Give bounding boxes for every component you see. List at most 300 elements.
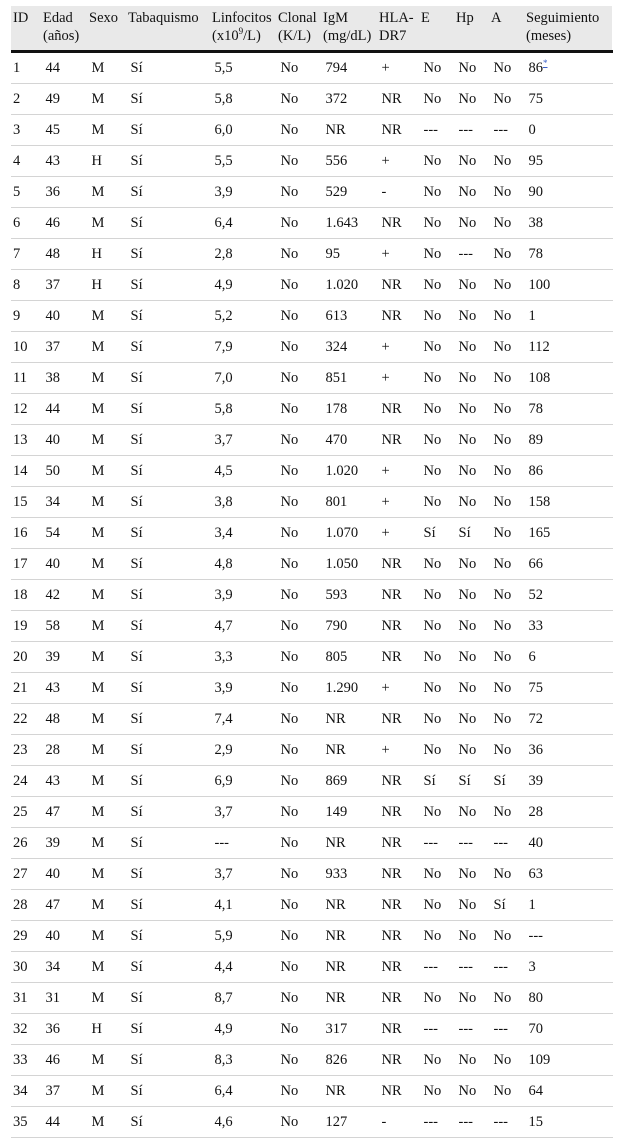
cell-a — [489, 146, 524, 177]
cell-linfocitos — [210, 239, 276, 270]
cell-hla — [377, 52, 419, 84]
cell-sexo — [87, 859, 126, 890]
cell-a-value: No — [493, 617, 512, 634]
cell-clonal-value: No — [280, 524, 299, 541]
cell-linfocitos-value: 3,7 — [214, 431, 233, 448]
cell-tabaquismo — [126, 363, 210, 394]
cell-sexo-value: M — [91, 400, 105, 417]
cell-hla-value: + — [381, 493, 390, 510]
cell-id-value: 3 — [13, 121, 21, 138]
cell-linfocitos — [210, 859, 276, 890]
cell-a — [489, 580, 524, 611]
cell-tabaquismo-value: Sí — [130, 245, 143, 262]
cell-tabaquismo — [126, 456, 210, 487]
cell-tabaquismo — [126, 332, 210, 363]
cell-sexo — [87, 673, 126, 704]
cell-a-value: No — [493, 679, 512, 696]
table-row — [11, 735, 612, 766]
cell-e-value: No — [423, 431, 442, 448]
cell-sexo — [87, 239, 126, 270]
cell-a — [489, 301, 524, 332]
table-row — [11, 921, 612, 952]
cell-seguimiento — [524, 952, 612, 983]
cell-hp-value: No — [458, 989, 477, 1006]
cell-sexo — [87, 456, 126, 487]
cell-linfocitos-value: 4,9 — [214, 276, 233, 293]
cell-seguimiento — [524, 456, 612, 487]
table-row — [11, 425, 612, 456]
cell-hla — [377, 363, 419, 394]
cell-igm-value: NR — [325, 710, 346, 727]
cell-sexo — [87, 735, 126, 766]
cell-hla-value: + — [381, 524, 390, 541]
cell-linfocitos-value: 4,4 — [214, 958, 233, 975]
header-sexo-label: Sexo — [89, 10, 118, 26]
cell-seguimiento-value: 0 — [528, 121, 536, 138]
cell-e-value: --- — [423, 834, 438, 851]
cell-hp-value: --- — [458, 1113, 473, 1130]
cell-e — [419, 921, 454, 952]
cell-sexo — [87, 208, 126, 239]
cell-igm — [321, 518, 377, 549]
cell-sexo-value: H — [91, 1020, 102, 1037]
cell-a — [489, 518, 524, 549]
cell-tabaquismo — [126, 890, 210, 921]
cell-e — [419, 611, 454, 642]
cell-a-value: --- — [493, 958, 508, 975]
cell-e-value: No — [423, 369, 442, 386]
header-id-label: ID — [13, 10, 29, 26]
cell-igm — [321, 84, 377, 115]
cell-tabaquismo-value: Sí — [130, 431, 143, 448]
cell-edad — [41, 735, 87, 766]
cell-tabaquismo — [126, 735, 210, 766]
cell-hla — [377, 642, 419, 673]
cell-clonal-value: No — [280, 989, 299, 1006]
cell-tabaquismo — [126, 580, 210, 611]
cell-e — [419, 735, 454, 766]
cell-sexo-value: M — [91, 59, 105, 76]
cell-seguimiento-value: 72 — [528, 710, 543, 727]
cell-id — [11, 487, 41, 518]
cell-e — [419, 146, 454, 177]
cell-hp-value: No — [458, 369, 477, 386]
cell-e-value: No — [423, 493, 442, 510]
header-row — [11, 6, 612, 52]
cell-tabaquismo — [126, 425, 210, 456]
cell-sexo-value: M — [91, 369, 105, 386]
cell-hla-value: + — [381, 679, 390, 696]
cell-id — [11, 611, 41, 642]
header-seguimiento-label: Seguimiento — [526, 10, 600, 26]
header-hp-label: Hp — [456, 10, 474, 26]
cell-clonal-value: No — [280, 865, 299, 882]
cell-hp-value: No — [458, 617, 477, 634]
cell-igm — [321, 704, 377, 735]
cell-seguimiento-value: 1 — [528, 896, 536, 913]
cell-id — [11, 177, 41, 208]
cell-igm — [321, 52, 377, 84]
cell-seguimiento-value: 75 — [528, 679, 543, 696]
cell-id — [11, 518, 41, 549]
cell-igm — [321, 270, 377, 301]
cell-linfocitos — [210, 363, 276, 394]
cell-edad-value: 40 — [45, 431, 60, 448]
cell-clonal — [276, 208, 321, 239]
cell-edad-value: 44 — [45, 400, 60, 417]
cell-id-value: 20 — [13, 648, 28, 665]
cell-tabaquismo-value: Sí — [130, 276, 143, 293]
cell-hla-value: NR — [381, 1051, 402, 1068]
header-sexo — [87, 6, 126, 52]
cell-a-value: No — [493, 555, 512, 572]
cell-igm-value: 529 — [325, 183, 348, 200]
cell-hla-value: NR — [381, 803, 402, 820]
cell-a-value: --- — [493, 121, 508, 138]
cell-seguimiento-value: 63 — [528, 865, 543, 882]
cell-sexo — [87, 425, 126, 456]
cell-edad — [41, 239, 87, 270]
cell-id — [11, 1107, 41, 1138]
cell-clonal — [276, 425, 321, 456]
cell-clonal-value: No — [280, 617, 299, 634]
cell-igm — [321, 952, 377, 983]
cell-hp — [454, 1076, 489, 1107]
cell-igm-value: NR — [325, 989, 346, 1006]
cell-hla — [377, 983, 419, 1014]
cell-hp-value: No — [458, 927, 477, 944]
cell-edad — [41, 859, 87, 890]
cell-igm-value: 613 — [325, 307, 348, 324]
cell-hla — [377, 1076, 419, 1107]
cell-hla-value: NR — [381, 710, 402, 727]
cell-igm — [321, 146, 377, 177]
cell-edad-value: 40 — [45, 307, 60, 324]
cell-edad — [41, 642, 87, 673]
cell-a — [489, 52, 524, 84]
cell-hp — [454, 890, 489, 921]
cell-igm — [321, 1076, 377, 1107]
cell-clonal-value: No — [280, 369, 299, 386]
cell-edad — [41, 1107, 87, 1138]
cell-e-value: No — [423, 679, 442, 696]
cell-e-value: No — [423, 865, 442, 882]
cell-seguimiento — [524, 332, 612, 363]
cell-seguimiento — [524, 735, 612, 766]
cell-clonal-value: No — [280, 896, 299, 913]
cell-igm-value: NR — [325, 121, 346, 138]
cell-hla-value: NR — [381, 90, 402, 107]
cell-id-value: 13 — [13, 431, 28, 448]
cell-sexo — [87, 84, 126, 115]
cell-tabaquismo — [126, 301, 210, 332]
cell-seguimiento-value: 109 — [528, 1051, 551, 1068]
cell-hla-value: NR — [381, 400, 402, 417]
cell-igm-value: 127 — [325, 1113, 348, 1130]
header-edad-unit: (años) — [43, 28, 80, 44]
cell-e-value: No — [423, 245, 442, 262]
cell-tabaquismo — [126, 518, 210, 549]
cell-hp — [454, 1014, 489, 1045]
cell-id-value: 6 — [13, 214, 21, 231]
cell-hp-value: No — [458, 431, 477, 448]
cell-e-value: No — [423, 648, 442, 665]
table-row — [11, 146, 612, 177]
table-row — [11, 549, 612, 580]
cell-hla — [377, 580, 419, 611]
cell-clonal — [276, 797, 321, 828]
cell-sexo-value: M — [91, 834, 105, 851]
cell-hla — [377, 890, 419, 921]
cell-linfocitos-value: 4,7 — [214, 617, 233, 634]
cell-e — [419, 580, 454, 611]
cell-igm — [321, 456, 377, 487]
cell-edad-value: 40 — [45, 555, 60, 572]
cell-tabaquismo — [126, 797, 210, 828]
table-row — [11, 673, 612, 704]
cell-hla — [377, 270, 419, 301]
cell-clonal-value: No — [280, 462, 299, 479]
cell-clonal — [276, 301, 321, 332]
cell-e — [419, 115, 454, 146]
cell-sexo-value: M — [91, 1051, 105, 1068]
cell-linfocitos — [210, 332, 276, 363]
cell-sexo — [87, 1045, 126, 1076]
table-row — [11, 394, 612, 425]
cell-seguimiento — [524, 1076, 612, 1107]
cell-hp-value: No — [458, 493, 477, 510]
cell-hla-value: + — [381, 152, 390, 169]
cell-a — [489, 456, 524, 487]
cell-sexo-value: M — [91, 896, 105, 913]
cell-id — [11, 890, 41, 921]
cell-seguimiento-value: 39 — [528, 772, 543, 789]
header-edad — [41, 6, 87, 52]
cell-id — [11, 1014, 41, 1045]
cell-edad-value: 48 — [45, 245, 60, 262]
table-row — [11, 208, 612, 239]
cell-hla — [377, 921, 419, 952]
cell-seguimiento — [524, 425, 612, 456]
cell-tabaquismo — [126, 921, 210, 952]
cell-hla — [377, 456, 419, 487]
cell-linfocitos — [210, 270, 276, 301]
cell-igm-value: 851 — [325, 369, 348, 386]
cell-igm-value: 1.020 — [325, 276, 359, 293]
cell-seguimiento — [524, 859, 612, 890]
cell-hla-value: - — [381, 183, 387, 200]
cell-hla-value: NR — [381, 958, 402, 975]
cell-e — [419, 983, 454, 1014]
cell-clonal-value: No — [280, 1020, 299, 1037]
cell-igm — [321, 301, 377, 332]
cell-linfocitos — [210, 611, 276, 642]
cell-a — [489, 394, 524, 425]
cell-linfocitos — [210, 301, 276, 332]
cell-sexo-value: M — [91, 90, 105, 107]
header-seguimiento-unit: (meses) — [526, 28, 572, 44]
cell-clonal-value: No — [280, 586, 299, 603]
cell-a — [489, 115, 524, 146]
header-edad-label: Edad — [43, 10, 73, 26]
header-igm-unit: (mg/dL) — [323, 28, 372, 44]
cell-sexo — [87, 549, 126, 580]
cell-sexo — [87, 177, 126, 208]
cell-a-value: No — [493, 1051, 512, 1068]
table-body — [11, 52, 612, 1138]
cell-id — [11, 456, 41, 487]
header-hp — [454, 6, 489, 52]
cell-hla — [377, 1045, 419, 1076]
cell-id — [11, 704, 41, 735]
cell-e — [419, 301, 454, 332]
patients-table — [11, 6, 613, 1138]
cell-tabaquismo — [126, 859, 210, 890]
table-row — [11, 239, 612, 270]
cell-seguimiento — [524, 301, 612, 332]
cell-hla-value: NR — [381, 927, 402, 944]
cell-e-value: No — [423, 90, 442, 107]
cell-edad-value: 34 — [45, 493, 60, 510]
cell-hla — [377, 177, 419, 208]
cell-sexo — [87, 611, 126, 642]
cell-igm-value: 1.290 — [325, 679, 359, 696]
cell-hp — [454, 1107, 489, 1138]
cell-a-value: --- — [493, 1113, 508, 1130]
cell-seguimiento-value: 28 — [528, 803, 543, 820]
cell-edad — [41, 425, 87, 456]
cell-edad — [41, 115, 87, 146]
cell-linfocitos-value: 5,8 — [214, 400, 233, 417]
cell-id-value: 31 — [13, 989, 28, 1006]
cell-e-value: No — [423, 803, 442, 820]
cell-e-value: No — [423, 1051, 442, 1068]
cell-seguimiento-value: 78 — [528, 400, 543, 417]
table-row — [11, 859, 612, 890]
cell-linfocitos — [210, 549, 276, 580]
cell-hp — [454, 642, 489, 673]
cell-hp — [454, 921, 489, 952]
cell-linfocitos — [210, 890, 276, 921]
cell-igm-value: 317 — [325, 1020, 348, 1037]
cell-id-value: 9 — [13, 307, 21, 324]
cell-linfocitos-value: 8,3 — [214, 1051, 233, 1068]
cell-edad-value: 43 — [45, 152, 60, 169]
cell-a-value: No — [493, 245, 512, 262]
cell-seguimiento-value: 3 — [528, 958, 536, 975]
footnote-link[interactable]: * — [543, 57, 548, 68]
cell-seguimiento-value: 165 — [528, 524, 551, 541]
cell-seguimiento-value: 52 — [528, 586, 543, 603]
cell-hp-value: No — [458, 1082, 477, 1099]
cell-edad-value: 31 — [45, 989, 60, 1006]
cell-e-value: --- — [423, 958, 438, 975]
cell-sexo-value: M — [91, 989, 105, 1006]
cell-edad — [41, 177, 87, 208]
cell-igm-value: 805 — [325, 648, 348, 665]
cell-tabaquismo-value: Sí — [130, 679, 143, 696]
cell-edad-value: 58 — [45, 617, 60, 634]
cell-e-value: No — [423, 555, 442, 572]
cell-id — [11, 766, 41, 797]
cell-e — [419, 673, 454, 704]
cell-sexo-value: M — [91, 648, 105, 665]
cell-sexo — [87, 828, 126, 859]
table-row — [11, 1107, 612, 1138]
cell-a-value: No — [493, 989, 512, 1006]
header-clonal — [276, 6, 321, 52]
cell-a — [489, 797, 524, 828]
cell-id-value: 8 — [13, 276, 21, 293]
cell-hp — [454, 84, 489, 115]
cell-linfocitos-value: 5,5 — [214, 59, 233, 76]
table-row — [11, 766, 612, 797]
cell-hp-value: Sí — [458, 772, 471, 789]
cell-e-value: No — [423, 896, 442, 913]
cell-hp — [454, 704, 489, 735]
header-id — [11, 6, 41, 52]
cell-hp-value: No — [458, 214, 477, 231]
cell-sexo-value: H — [91, 245, 102, 262]
cell-edad — [41, 673, 87, 704]
cell-hp-value: --- — [458, 245, 473, 262]
cell-tabaquismo — [126, 766, 210, 797]
cell-e — [419, 332, 454, 363]
cell-sexo — [87, 1076, 126, 1107]
cell-hla-value: NR — [381, 431, 402, 448]
cell-e — [419, 828, 454, 859]
cell-tabaquismo-value: Sí — [130, 772, 143, 789]
cell-tabaquismo-value: Sí — [130, 1051, 143, 1068]
cell-linfocitos — [210, 735, 276, 766]
cell-tabaquismo-value: Sí — [130, 555, 143, 572]
cell-hla-value: + — [381, 369, 390, 386]
cell-clonal-value: No — [280, 338, 299, 355]
cell-seguimiento-value: 15 — [528, 1113, 543, 1130]
cell-a — [489, 859, 524, 890]
cell-linfocitos-value: 5,9 — [214, 927, 233, 944]
table-row — [11, 332, 612, 363]
cell-tabaquismo-value: Sí — [130, 152, 143, 169]
cell-sexo-value: M — [91, 431, 105, 448]
cell-sexo — [87, 704, 126, 735]
cell-seguimiento-value: --- — [528, 927, 543, 944]
cell-e-value: No — [423, 307, 442, 324]
cell-linfocitos-value: 2,8 — [214, 245, 233, 262]
cell-seguimiento-value: 90 — [528, 183, 543, 200]
cell-seguimiento — [524, 704, 612, 735]
cell-e-value: No — [423, 183, 442, 200]
cell-e — [419, 952, 454, 983]
cell-sexo — [87, 797, 126, 828]
cell-igm-value: 794 — [325, 59, 348, 76]
cell-clonal-value: No — [280, 679, 299, 696]
header-linfocitos-unit-a: (x10 — [212, 28, 239, 44]
cell-sexo-value: H — [91, 152, 102, 169]
cell-id — [11, 270, 41, 301]
cell-hla — [377, 549, 419, 580]
cell-hp — [454, 673, 489, 704]
cell-edad-value: 43 — [45, 679, 60, 696]
cell-linfocitos-value: 5,8 — [214, 90, 233, 107]
cell-e-value: No — [423, 586, 442, 603]
cell-tabaquismo-value: Sí — [130, 803, 143, 820]
table-header — [11, 6, 612, 52]
header-a — [489, 6, 524, 52]
cell-linfocitos — [210, 983, 276, 1014]
table-row — [11, 704, 612, 735]
cell-hp-value: No — [458, 59, 477, 76]
